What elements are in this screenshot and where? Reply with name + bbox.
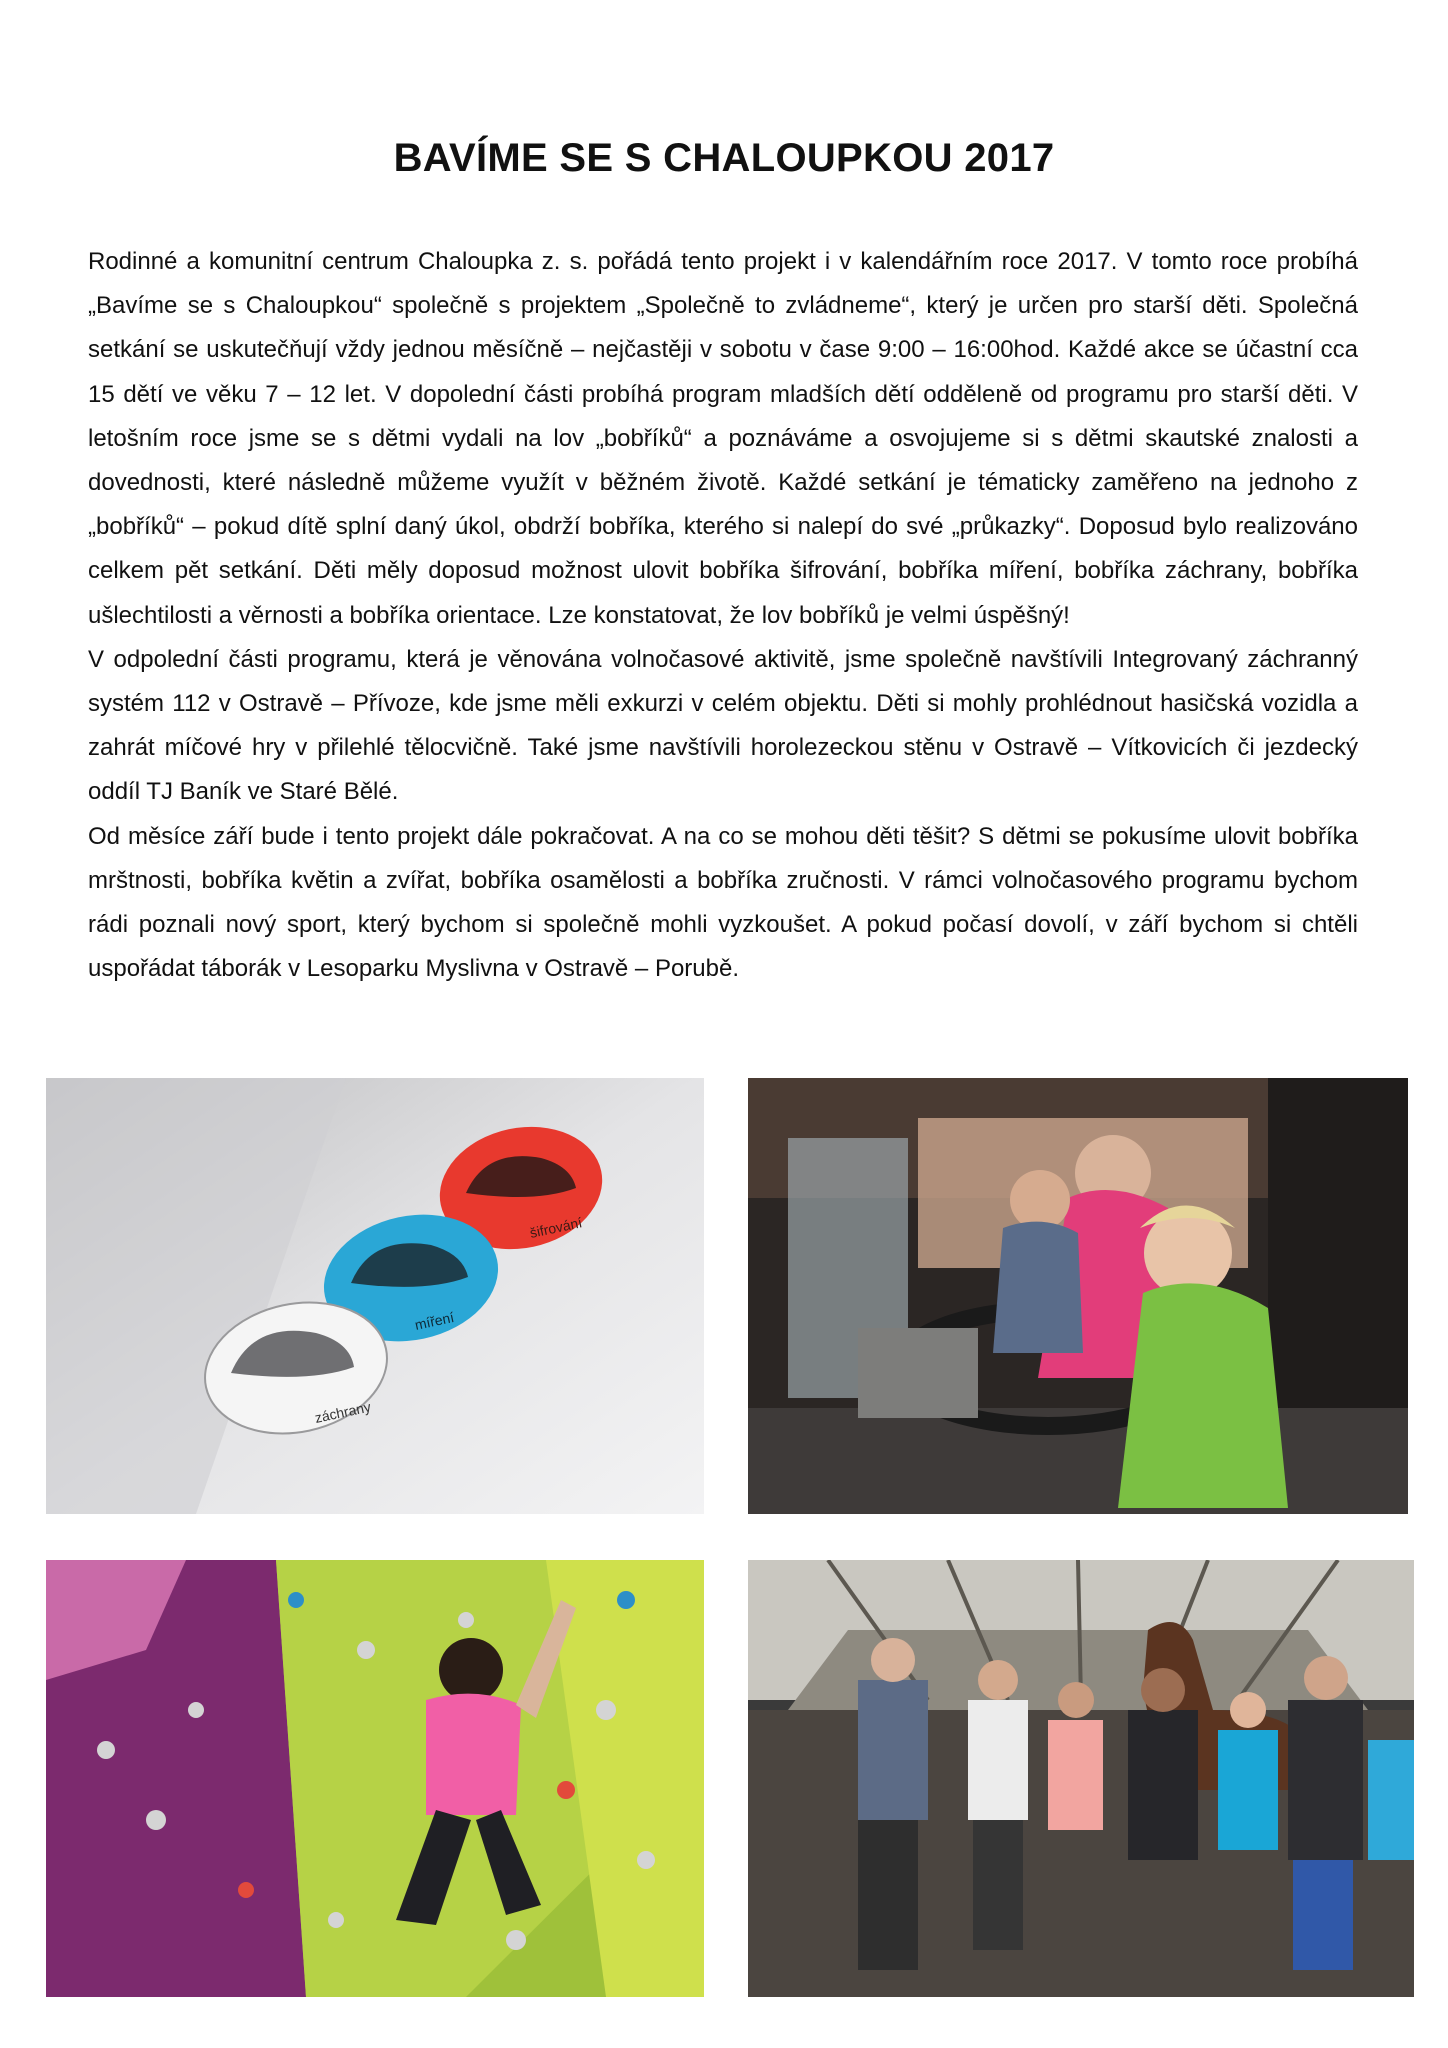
photo-riding-hall xyxy=(748,1560,1414,1997)
article-body xyxy=(88,240,1358,991)
photo-fire-truck-cab xyxy=(748,1078,1408,1514)
sticker-label-zachrany: záchrany xyxy=(313,1398,373,1426)
paragraph-afternoon: V odpolední části programu, která je věnována volnočasové aktivitě, jsme společně navštívili Integrovaný záchranný systém 112 v Ostravě – Přívoze, kde jsme měli exkurzi v celém objektu. Děti si mohly prohlédnout hasičská vozidla a zahrát míčové hry v přilehlé tělocvičně. Také jsme navštívili horolezeckou stěnu v Ostravě – Vítkovicích či jezdecký oddíl TJ Baník ve Staré Bělé. xyxy=(88,645,1358,806)
sticker-label-sifrovani: šifrování xyxy=(528,1214,584,1241)
photo-beaver-stickers xyxy=(46,1078,704,1514)
paragraph-plans: Od měsíce září bude i tento projekt dále pokračovat. A na co se mohou děti těšit? S dětmi se pokusíme ulovit bobříka mrštnosti, bobříka květin a zvířat, bobříka osamělosti a bobříka zručnosti. V rámci volnočasového programu bychom rádi poznali nový sport, který bychom si společně mohli vyzkoušet. A pokud počasí dovolí, v září bychom si chtěli uspořádat táborák v Lesoparku Myslivna v Ostravě – Porubě. xyxy=(88,822,1358,983)
sticker-label-mireni: míření xyxy=(413,1309,456,1333)
page-title: BAVÍME SE S CHALOUPKOU 2017 xyxy=(393,136,1055,180)
paragraph-intro: Rodinné a komunitní centrum Chaloupka z. s. pořádá tento projekt i v kalendářním roce 2017. V tomto roce probíhá „Bavíme se s Chaloupkou“ společně s projektem „Společně to zvládneme“, který je určen pro starší děti. Společná setkání se uskutečňují vždy jednou měsíčně – nejčastěji v sobotu v čase 9:00 – 16:00hod. Každé akce se účastní cca 15 dětí ve věku 7 – 12 let. V dopolední části probíhá program mladších dětí odděleně od programu pro starší děti. V letošním roce jsme se s dětmi vydali na lov „bobříků“ a poznáváme a osvojujeme si s dětmi skautské znalosti a dovednosti, které následně můžeme využít v běžném životě. Každé setkání je tématicky zaměřeno na jednoho z „bobříků“ – pokud dítě splní daný úkol, obdrží bobříka, kterého si nalepí do své „průkazky“. Doposud bylo realizováno celkem pět setkání. Děti měly doposud možnost ulovit bobříka šifrování, bobříka míření, bobříka záchrany, bobříka ušlechtilosti a věrnosti a bobříka orientace. Lze konstatovat, že lov bobříků je velmi úspěšný! xyxy=(88,248,1358,629)
photo-climbing-wall xyxy=(46,1560,704,1997)
